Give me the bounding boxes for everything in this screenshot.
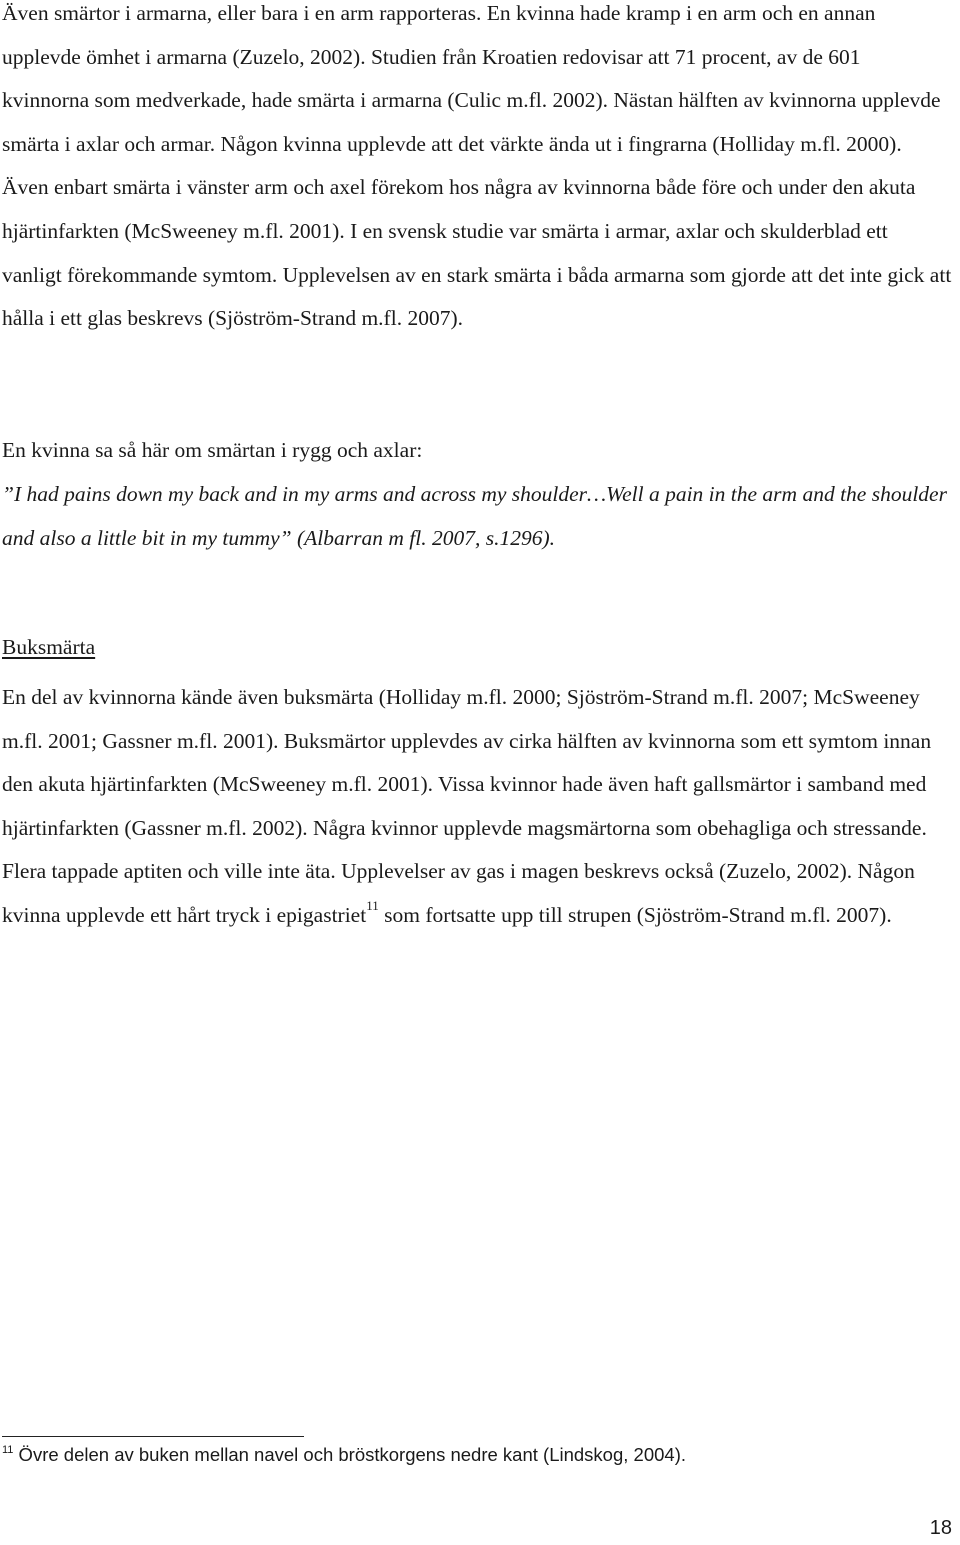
footnote xyxy=(2,1442,942,1468)
page-number: 18 xyxy=(929,1517,952,1539)
section-heading: Buksmärta xyxy=(2,635,96,659)
paragraph-text-before-footnote: En del av kvinnorna kände även buksmärta (Holliday m.fl. 2000; Sjöström-Strand m.fl. 2007; McSweeney m.fl. 2001; Gassner m.fl. 2001). Buksmärtor upplevdes av cirka hälften av kvinnorna som ett symtom innan den akuta hjärtinfarkten (McSweeney m.fl. 2001). Vissa kvinnor hade även haft gallsmärtor i samband med hjärtinfarkten (Gassner m.fl. 2002). Några kvinnor upplevde magsmärtorna som obehagliga och stressande. Flera tappade aptiten och ville inte äta. Upplevelser av gas i magen beskrevs också (Zuzelo, 2002). Någon kvinna upplevde ett hårt tryck i epigastriet xyxy=(2,685,932,927)
footnote-text: Övre delen av buken mellan navel och bröstkorgens nedre kant (Lindskog, 2004). xyxy=(13,1444,686,1465)
paragraph-text-after-footnote: som fortsatte upp till strupen (Sjöström-Strand m.fl. 2007). xyxy=(378,902,892,927)
paragraph-quote: ”I had pains down my back and in my arms and across my shoulder…Well a pain in the arm and the shoulder and also a little bit in my tummy” (Albarran m fl. 2007, s.1296). xyxy=(2,482,947,550)
paragraph-arm-pain: Även smärtor i armarna, eller bara i en arm rapporteras. En kvinna hade kramp i en arm och en annan upplevde ömhet i armarna (Zuzelo, 2002). Studien från Kroatien redovisar att 71 procent, av de 601 kvinnorna som medverkade, hade smärta i armarna (Culic m.fl. 2002). Nästan hälften av kvinnorna upplevde smärta i axlar och armar. Någon kvinna upplevde att det värkte ända ut i fingrarna (Holliday m.fl. 2000). Även enbart smärta i vänster arm och axel förekom hos några av kvinnorna både före och under den akuta hjärtinfarkten (McSweeney m.fl. 2001). I en svensk studie var smärta i armar, axlar och skulderblad ett vanligt förekommande symtom. Upplevelsen av en stark smärta i båda armarna som gjorde att det inte gick att hålla i ett glas beskrevs (Sjöström-Strand m.fl. 2007). xyxy=(2,1,952,331)
footnote-reference: 11 xyxy=(366,897,379,913)
footnote-divider xyxy=(2,1436,304,1437)
paragraph-quote-intro: En kvinna sa så här om smärtan i rygg och axlar: xyxy=(2,438,423,462)
footnote-number: 11 xyxy=(2,1444,14,1456)
paragraph-abdominal-pain xyxy=(2,676,952,938)
